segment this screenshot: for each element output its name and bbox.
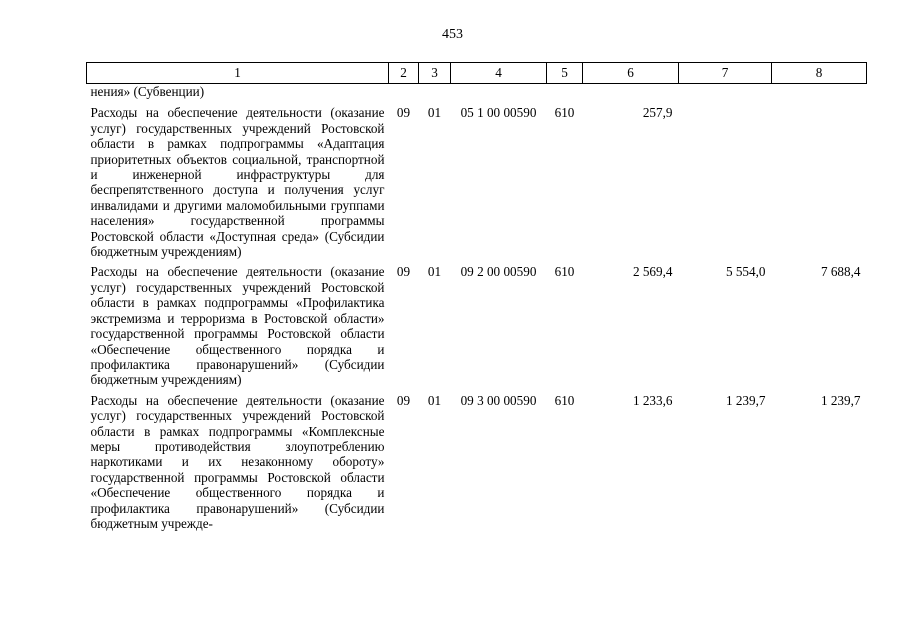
- row-section-code: 09: [396, 392, 411, 408]
- row-amount-col7: 5 554,0: [725, 264, 766, 280]
- row-amount-col7: 1 239,7: [725, 392, 766, 408]
- row-amount-col8: 1 239,7: [820, 392, 861, 408]
- row-section-code: 09: [396, 264, 411, 280]
- budget-table: [86, 62, 867, 536]
- header-cell-5: 5: [547, 63, 583, 84]
- header-cell-2: 2: [389, 63, 419, 84]
- continuation-row: [87, 84, 867, 106]
- page-number: 453: [442, 27, 463, 42]
- header-row: [87, 63, 867, 84]
- row-description: Расходы на обеспечение деятельности (оказание услуг) государственных учреждений Ростовской области в рамках подпрограммы «Адаптация приоритетных объектов социальной, транспортной и инженерной инфраструктуры для беспрепятственного доступа и получения услуг инвалидами и другими маломобильными группами населения» государственной программы Ростовской области «Доступная среда» (Субсидии бюджетным учреждениям): [90, 105, 385, 260]
- table-row: [87, 393, 867, 537]
- header-cell-8: 8: [772, 63, 867, 84]
- row-expense-type: 610: [554, 392, 575, 408]
- table-row: [87, 264, 867, 392]
- row-target-article: 09 3 00 00590: [460, 392, 537, 408]
- table-row: [87, 105, 867, 264]
- header-cell-6: 6: [583, 63, 679, 84]
- row-description: Расходы на обеспечение деятельности (оказание услуг) государственных учреждений Ростовской области в рамках подпрограммы «Комплексные меры противодействия злоупотреблению наркотиками и их незаконному обороту» государственной программы Ростовской области «Обеспечение общественного порядка и профилактика правонарушений» (Субсидии бюджетным учрежде-: [90, 392, 385, 531]
- row-amount-col6: 257,9: [642, 105, 673, 121]
- row-section-code: 09: [396, 105, 411, 121]
- row-target-article: 05 1 00 00590: [460, 105, 537, 121]
- continuation-text: нения» (Субвенции): [90, 84, 205, 99]
- row-amount-col6: 1 233,6: [632, 392, 673, 408]
- row-description: Расходы на обеспечение деятельности (оказание услуг) государственных учреждений Ростовской области в рамках подпрограммы «Профилактика экстремизма и терроризма в Ростовской области» государственной программы Ростовской области «Обеспечение общественного порядка и профилактика правонарушений» (Субсидии бюджетным учреждениям): [90, 264, 385, 388]
- row-amount-col8: 7 688,4: [820, 264, 861, 280]
- header-cell-3: 3: [419, 63, 451, 84]
- row-expense-type: 610: [554, 105, 575, 121]
- header-cell-1: 1: [87, 63, 389, 84]
- row-amount-col6: 2 569,4: [632, 264, 673, 280]
- row-target-article: 09 2 00 00590: [460, 264, 537, 280]
- header-cell-7: 7: [679, 63, 772, 84]
- header-cell-4: 4: [451, 63, 547, 84]
- row-amount-col7: [679, 105, 772, 264]
- row-expense-type: 610: [554, 264, 575, 280]
- row-subsection-code: 01: [427, 264, 442, 280]
- row-amount-col8: [772, 105, 867, 264]
- row-subsection-code: 01: [427, 392, 442, 408]
- row-subsection-code: 01: [427, 105, 442, 121]
